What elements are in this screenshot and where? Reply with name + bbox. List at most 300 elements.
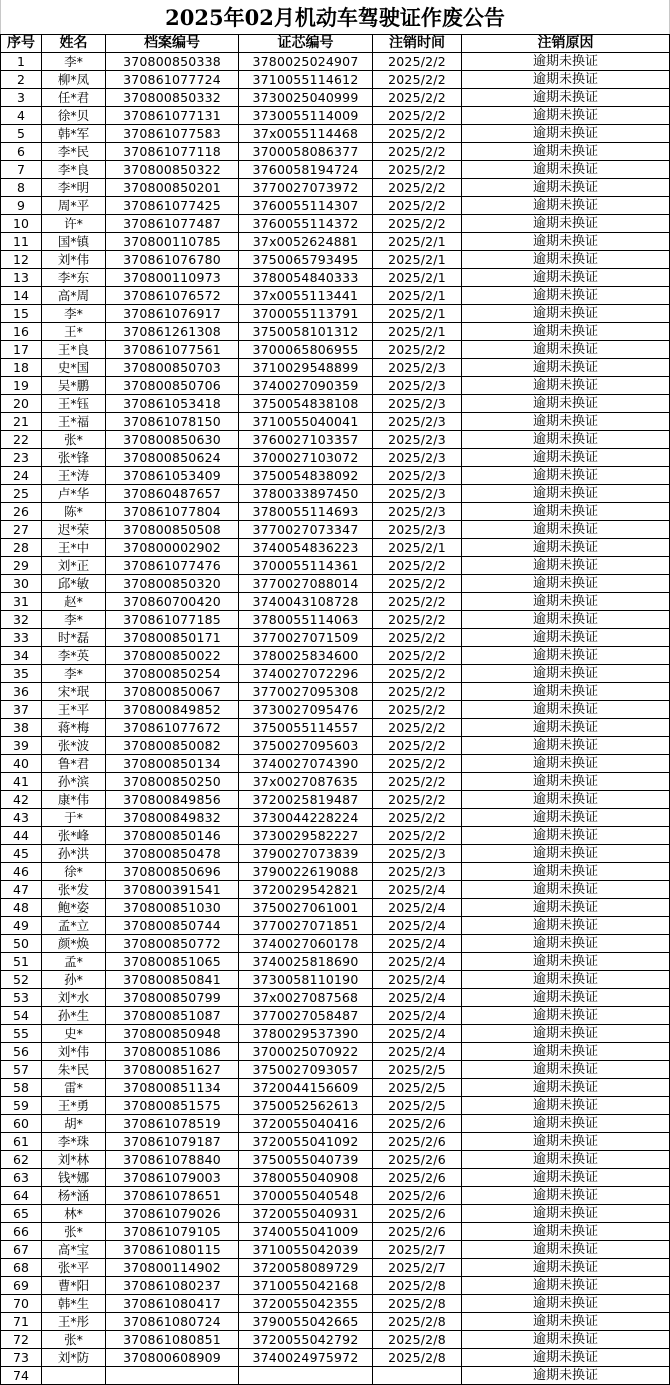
cell-serial: 23 bbox=[1, 449, 42, 467]
cell-chip-number: 3700065806955 bbox=[239, 341, 373, 359]
cell-cancel-date: 2025/2/2 bbox=[373, 683, 462, 701]
cell-cancel-reason: 逾期未换证 bbox=[462, 1331, 670, 1349]
cell-name bbox=[42, 1367, 106, 1385]
cell-file-number: 370800391541 bbox=[106, 881, 239, 899]
cell-cancel-date: 2025/2/2 bbox=[373, 143, 462, 161]
cell-cancel-reason: 逾期未换证 bbox=[462, 953, 670, 971]
table-row bbox=[1, 125, 670, 143]
cell-name: 宋*珉 bbox=[42, 683, 106, 701]
cell-file-number: 370800850478 bbox=[106, 845, 239, 863]
cell-cancel-date: 2025/2/4 bbox=[373, 881, 462, 899]
cell-serial: 70 bbox=[1, 1295, 42, 1313]
cell-chip-number bbox=[239, 1367, 373, 1385]
table-row bbox=[1, 899, 670, 917]
table-row bbox=[1, 107, 670, 125]
table-row bbox=[1, 395, 670, 413]
cell-name: 雷* bbox=[42, 1079, 106, 1097]
cell-name: 吴*鹏 bbox=[42, 377, 106, 395]
table-row bbox=[1, 71, 670, 89]
cell-name: 孟*立 bbox=[42, 917, 106, 935]
cell-chip-number: 3700027103072 bbox=[239, 449, 373, 467]
cell-cancel-date: 2025/2/7 bbox=[373, 1259, 462, 1277]
cell-cancel-date: 2025/2/3 bbox=[373, 449, 462, 467]
cell-serial: 4 bbox=[1, 107, 42, 125]
cell-chip-number: 3750054838108 bbox=[239, 395, 373, 413]
cell-cancel-date: 2025/2/2 bbox=[373, 575, 462, 593]
header-name: 姓名 bbox=[42, 35, 106, 53]
table-row bbox=[1, 701, 670, 719]
table-row bbox=[1, 539, 670, 557]
cell-name: 李*英 bbox=[42, 647, 106, 665]
table-row bbox=[1, 269, 670, 287]
cell-cancel-date: 2025/2/2 bbox=[373, 341, 462, 359]
cell-name: 曹*阳 bbox=[42, 1277, 106, 1295]
cell-serial: 21 bbox=[1, 413, 42, 431]
cell-serial: 36 bbox=[1, 683, 42, 701]
cell-cancel-date: 2025/2/2 bbox=[373, 755, 462, 773]
cell-serial: 9 bbox=[1, 197, 42, 215]
cell-name: 史* bbox=[42, 1025, 106, 1043]
cell-chip-number: 3740043108728 bbox=[239, 593, 373, 611]
cell-serial: 30 bbox=[1, 575, 42, 593]
cell-cancel-date: 2025/2/1 bbox=[373, 287, 462, 305]
cell-chip-number: 3720055041092 bbox=[239, 1133, 373, 1151]
cell-cancel-reason: 逾期未换证 bbox=[462, 359, 670, 377]
cell-cancel-date: 2025/2/6 bbox=[373, 1169, 462, 1187]
cell-cancel-date: 2025/2/2 bbox=[373, 593, 462, 611]
cell-cancel-reason: 逾期未换证 bbox=[462, 899, 670, 917]
cell-serial: 57 bbox=[1, 1061, 42, 1079]
cell-cancel-reason: 逾期未换证 bbox=[462, 1079, 670, 1097]
table-row bbox=[1, 1133, 670, 1151]
cell-chip-number: 37x0052624881 bbox=[239, 233, 373, 251]
table-row bbox=[1, 683, 670, 701]
table-row bbox=[1, 467, 670, 485]
cell-file-number: 370861079026 bbox=[106, 1205, 239, 1223]
table-row bbox=[1, 629, 670, 647]
table-row bbox=[1, 305, 670, 323]
table-row bbox=[1, 1331, 670, 1349]
cell-file-number: 370800851134 bbox=[106, 1079, 239, 1097]
cell-cancel-date: 2025/2/1 bbox=[373, 539, 462, 557]
cell-cancel-date: 2025/2/2 bbox=[373, 701, 462, 719]
cell-cancel-reason: 逾期未换证 bbox=[462, 647, 670, 665]
cell-serial: 42 bbox=[1, 791, 42, 809]
cell-cancel-reason: 逾期未换证 bbox=[462, 1295, 670, 1313]
table-row bbox=[1, 1151, 670, 1169]
cell-cancel-reason: 逾期未换证 bbox=[462, 557, 670, 575]
cell-cancel-reason: 逾期未换证 bbox=[462, 1007, 670, 1025]
cell-cancel-date: 2025/2/3 bbox=[373, 845, 462, 863]
cell-chip-number: 3780055114063 bbox=[239, 611, 373, 629]
table-row bbox=[1, 1007, 670, 1025]
cell-chip-number: 3780029537390 bbox=[239, 1025, 373, 1043]
header-serial: 序号 bbox=[1, 35, 42, 53]
header-cancel-reason: 注销原因 bbox=[462, 35, 670, 53]
cell-file-number: 370861077118 bbox=[106, 143, 239, 161]
cell-chip-number: 3740027074390 bbox=[239, 755, 373, 773]
cell-file-number: 370800850171 bbox=[106, 629, 239, 647]
cell-cancel-date: 2025/2/8 bbox=[373, 1331, 462, 1349]
cell-file-number: 370800850841 bbox=[106, 971, 239, 989]
cell-chip-number: 3700055113791 bbox=[239, 305, 373, 323]
table-row bbox=[1, 341, 670, 359]
table-row bbox=[1, 989, 670, 1007]
cell-file-number: 370800851030 bbox=[106, 899, 239, 917]
cell-serial: 14 bbox=[1, 287, 42, 305]
cell-serial: 34 bbox=[1, 647, 42, 665]
cell-cancel-reason: 逾期未换证 bbox=[462, 737, 670, 755]
table-row bbox=[1, 575, 670, 593]
cell-chip-number: 3770027088014 bbox=[239, 575, 373, 593]
cell-cancel-reason: 逾期未换证 bbox=[462, 125, 670, 143]
cell-file-number: 370800851065 bbox=[106, 953, 239, 971]
cell-chip-number: 3750065793495 bbox=[239, 251, 373, 269]
cell-chip-number: 3730027095476 bbox=[239, 701, 373, 719]
cell-cancel-reason: 逾期未换证 bbox=[462, 413, 670, 431]
cell-file-number: 370861053418 bbox=[106, 395, 239, 413]
cell-serial: 72 bbox=[1, 1331, 42, 1349]
cell-file-number: 370800851086 bbox=[106, 1043, 239, 1061]
cell-serial: 32 bbox=[1, 611, 42, 629]
cell-cancel-date: 2025/2/1 bbox=[373, 251, 462, 269]
cell-cancel-reason: 逾期未换证 bbox=[462, 323, 670, 341]
cell-cancel-reason: 逾期未换证 bbox=[462, 719, 670, 737]
cell-cancel-date: 2025/2/2 bbox=[373, 665, 462, 683]
cell-cancel-date: 2025/2/2 bbox=[373, 107, 462, 125]
table-row bbox=[1, 287, 670, 305]
cell-serial: 52 bbox=[1, 971, 42, 989]
cell-serial: 12 bbox=[1, 251, 42, 269]
cell-name: 张*波 bbox=[42, 737, 106, 755]
cell-cancel-date: 2025/2/2 bbox=[373, 737, 462, 755]
cell-name: 刘*伟 bbox=[42, 251, 106, 269]
cell-serial: 17 bbox=[1, 341, 42, 359]
cell-chip-number: 3780025834600 bbox=[239, 647, 373, 665]
cell-cancel-reason: 逾期未换证 bbox=[462, 71, 670, 89]
cell-file-number: 370800850772 bbox=[106, 935, 239, 953]
table-row bbox=[1, 161, 670, 179]
cell-name: 国*镇 bbox=[42, 233, 106, 251]
cell-name: 孙*生 bbox=[42, 1007, 106, 1025]
cell-name: 刘*林 bbox=[42, 1151, 106, 1169]
cell-chip-number: 3770027071851 bbox=[239, 917, 373, 935]
table-row bbox=[1, 197, 670, 215]
cell-chip-number: 3750027095603 bbox=[239, 737, 373, 755]
cell-name: 高*宝 bbox=[42, 1241, 106, 1259]
cell-name: 王*涛 bbox=[42, 467, 106, 485]
cell-cancel-date: 2025/2/5 bbox=[373, 1097, 462, 1115]
cell-cancel-reason: 逾期未换证 bbox=[462, 161, 670, 179]
table-row bbox=[1, 1025, 670, 1043]
cell-chip-number: 3770027095308 bbox=[239, 683, 373, 701]
cell-serial: 69 bbox=[1, 1277, 42, 1295]
header-file-number: 档案编号 bbox=[106, 35, 239, 53]
cell-serial: 56 bbox=[1, 1043, 42, 1061]
cell-serial: 53 bbox=[1, 989, 42, 1007]
cell-cancel-date: 2025/2/3 bbox=[373, 467, 462, 485]
cell-cancel-date: 2025/2/5 bbox=[373, 1061, 462, 1079]
cell-file-number: 370861079105 bbox=[106, 1223, 239, 1241]
cell-cancel-reason: 逾期未换证 bbox=[462, 791, 670, 809]
cell-serial: 71 bbox=[1, 1313, 42, 1331]
cell-cancel-reason: 逾期未换证 bbox=[462, 197, 670, 215]
cell-chip-number: 3710055042039 bbox=[239, 1241, 373, 1259]
cell-cancel-reason: 逾期未换证 bbox=[462, 521, 670, 539]
table-row bbox=[1, 485, 670, 503]
cell-chip-number: 3750054838092 bbox=[239, 467, 373, 485]
cell-chip-number: 3720055040416 bbox=[239, 1115, 373, 1133]
cell-cancel-date: 2025/2/6 bbox=[373, 1205, 462, 1223]
cell-chip-number: 3750058101312 bbox=[239, 323, 373, 341]
cell-cancel-reason: 逾期未换证 bbox=[462, 971, 670, 989]
cell-serial: 8 bbox=[1, 179, 42, 197]
cell-serial: 15 bbox=[1, 305, 42, 323]
cell-chip-number: 3750055114557 bbox=[239, 719, 373, 737]
cell-file-number: 370861080237 bbox=[106, 1277, 239, 1295]
cell-file-number bbox=[106, 1367, 239, 1385]
cell-file-number: 370861077487 bbox=[106, 215, 239, 233]
cell-name: 高*周 bbox=[42, 287, 106, 305]
table-row bbox=[1, 179, 670, 197]
cell-name: 李*明 bbox=[42, 179, 106, 197]
cell-chip-number: 3750027093057 bbox=[239, 1061, 373, 1079]
cell-cancel-date: 2025/2/4 bbox=[373, 953, 462, 971]
table-row bbox=[1, 89, 670, 107]
cell-cancel-reason: 逾期未换证 bbox=[462, 503, 670, 521]
cell-cancel-date: 2025/2/3 bbox=[373, 863, 462, 881]
table-row bbox=[1, 719, 670, 737]
cell-serial: 7 bbox=[1, 161, 42, 179]
cell-cancel-date: 2025/2/6 bbox=[373, 1115, 462, 1133]
cell-cancel-date: 2025/2/2 bbox=[373, 629, 462, 647]
table-row bbox=[1, 611, 670, 629]
cell-serial: 55 bbox=[1, 1025, 42, 1043]
cell-file-number: 370861078651 bbox=[106, 1187, 239, 1205]
cell-chip-number: 3700025070922 bbox=[239, 1043, 373, 1061]
cell-file-number: 370800110785 bbox=[106, 233, 239, 251]
cell-chip-number: 3770027058487 bbox=[239, 1007, 373, 1025]
table-row bbox=[1, 1169, 670, 1187]
cell-serial: 63 bbox=[1, 1169, 42, 1187]
cell-chip-number: 3710055042168 bbox=[239, 1277, 373, 1295]
cell-chip-number: 3700055114361 bbox=[239, 557, 373, 575]
cell-cancel-reason: 逾期未换证 bbox=[462, 665, 670, 683]
cell-file-number: 370861078150 bbox=[106, 413, 239, 431]
cell-serial: 59 bbox=[1, 1097, 42, 1115]
cell-cancel-date: 2025/2/3 bbox=[373, 431, 462, 449]
cell-file-number: 370800002902 bbox=[106, 539, 239, 557]
cell-name: 李*民 bbox=[42, 143, 106, 161]
cell-cancel-reason: 逾期未换证 bbox=[462, 215, 670, 233]
cell-name: 邱*敏 bbox=[42, 575, 106, 593]
cell-chip-number: 3740027090359 bbox=[239, 377, 373, 395]
cell-cancel-date: 2025/2/4 bbox=[373, 1007, 462, 1025]
cell-serial: 67 bbox=[1, 1241, 42, 1259]
cell-cancel-reason: 逾期未换证 bbox=[462, 989, 670, 1007]
cell-cancel-date: 2025/2/6 bbox=[373, 1151, 462, 1169]
table-row bbox=[1, 431, 670, 449]
cell-cancel-reason: 逾期未换证 bbox=[462, 1349, 670, 1367]
cell-name: 王*平 bbox=[42, 701, 106, 719]
table-row bbox=[1, 953, 670, 971]
cell-serial: 60 bbox=[1, 1115, 42, 1133]
cell-serial: 61 bbox=[1, 1133, 42, 1151]
table-row bbox=[1, 1061, 670, 1079]
cell-file-number: 370800850703 bbox=[106, 359, 239, 377]
table-header-row bbox=[1, 35, 670, 53]
cell-file-number: 370800850332 bbox=[106, 89, 239, 107]
table-row bbox=[1, 413, 670, 431]
cell-serial: 29 bbox=[1, 557, 42, 575]
table-row bbox=[1, 1223, 670, 1241]
table-row bbox=[1, 935, 670, 953]
cell-file-number: 370800850022 bbox=[106, 647, 239, 665]
cell-cancel-reason: 逾期未换证 bbox=[462, 1313, 670, 1331]
cell-file-number: 370861077672 bbox=[106, 719, 239, 737]
cell-file-number: 370861076572 bbox=[106, 287, 239, 305]
table-row bbox=[1, 917, 670, 935]
cell-name: 王*良 bbox=[42, 341, 106, 359]
cell-cancel-reason: 逾期未换证 bbox=[462, 377, 670, 395]
cell-serial: 38 bbox=[1, 719, 42, 737]
cell-serial: 2 bbox=[1, 71, 42, 89]
cell-file-number: 370800851575 bbox=[106, 1097, 239, 1115]
table-row bbox=[1, 755, 670, 773]
cell-cancel-date: 2025/2/2 bbox=[373, 179, 462, 197]
cell-name: 张*发 bbox=[42, 881, 106, 899]
cell-chip-number: 3780055114693 bbox=[239, 503, 373, 521]
cell-cancel-date: 2025/2/2 bbox=[373, 557, 462, 575]
cell-file-number: 370861053409 bbox=[106, 467, 239, 485]
cell-name: 迟*荣 bbox=[42, 521, 106, 539]
cell-file-number: 370860487657 bbox=[106, 485, 239, 503]
cell-serial: 65 bbox=[1, 1205, 42, 1223]
cell-cancel-reason: 逾期未换证 bbox=[462, 1205, 670, 1223]
cell-serial: 24 bbox=[1, 467, 42, 485]
cell-name: 史*国 bbox=[42, 359, 106, 377]
cell-cancel-date: 2025/2/1 bbox=[373, 269, 462, 287]
cell-name: 李*良 bbox=[42, 161, 106, 179]
table-row bbox=[1, 251, 670, 269]
cell-chip-number: 3760027103357 bbox=[239, 431, 373, 449]
cell-serial: 48 bbox=[1, 899, 42, 917]
table-row bbox=[1, 881, 670, 899]
cell-name: 王*中 bbox=[42, 539, 106, 557]
cell-cancel-reason: 逾期未换证 bbox=[462, 107, 670, 125]
cell-cancel-reason: 逾期未换证 bbox=[462, 575, 670, 593]
cell-chip-number: 3780025024907 bbox=[239, 53, 373, 71]
cell-serial: 31 bbox=[1, 593, 42, 611]
cell-serial: 28 bbox=[1, 539, 42, 557]
cell-name: 康*伟 bbox=[42, 791, 106, 809]
cell-cancel-reason: 逾期未换证 bbox=[462, 1151, 670, 1169]
table-row bbox=[1, 359, 670, 377]
cell-serial: 16 bbox=[1, 323, 42, 341]
cell-name: 张*峰 bbox=[42, 827, 106, 845]
cell-chip-number: 3710029548899 bbox=[239, 359, 373, 377]
table-row bbox=[1, 1097, 670, 1115]
cell-chip-number: 37x0027087568 bbox=[239, 989, 373, 1007]
cell-chip-number: 3750052562613 bbox=[239, 1097, 373, 1115]
table-row bbox=[1, 1259, 670, 1277]
cell-cancel-reason: 逾期未换证 bbox=[462, 449, 670, 467]
cell-cancel-reason: 逾期未换证 bbox=[462, 395, 670, 413]
cell-chip-number: 3760058194724 bbox=[239, 161, 373, 179]
cell-cancel-reason: 逾期未换证 bbox=[462, 1025, 670, 1043]
cell-chip-number: 3750055040739 bbox=[239, 1151, 373, 1169]
cell-cancel-reason: 逾期未换证 bbox=[462, 917, 670, 935]
table-row bbox=[1, 1187, 670, 1205]
cell-serial: 20 bbox=[1, 395, 42, 413]
cell-cancel-date: 2025/2/3 bbox=[373, 413, 462, 431]
cell-cancel-date: 2025/2/3 bbox=[373, 521, 462, 539]
cell-chip-number: 3720055042792 bbox=[239, 1331, 373, 1349]
cell-cancel-date: 2025/2/3 bbox=[373, 377, 462, 395]
cell-cancel-date: 2025/2/2 bbox=[373, 773, 462, 791]
cell-name: 刘*防 bbox=[42, 1349, 106, 1367]
cell-chip-number: 3780055040908 bbox=[239, 1169, 373, 1187]
cell-serial: 3 bbox=[1, 89, 42, 107]
cell-file-number: 370861077476 bbox=[106, 557, 239, 575]
cell-chip-number: 3730025040999 bbox=[239, 89, 373, 107]
cell-serial: 46 bbox=[1, 863, 42, 881]
cell-name: 王*福 bbox=[42, 413, 106, 431]
cell-serial: 22 bbox=[1, 431, 42, 449]
cell-cancel-date: 2025/2/2 bbox=[373, 89, 462, 107]
cell-chip-number: 3720055042355 bbox=[239, 1295, 373, 1313]
cell-name: 赵* bbox=[42, 593, 106, 611]
cell-cancel-date: 2025/2/1 bbox=[373, 305, 462, 323]
cell-file-number: 370800850744 bbox=[106, 917, 239, 935]
cell-serial: 35 bbox=[1, 665, 42, 683]
table-row bbox=[1, 863, 670, 881]
page-title: 2025年02月机动车驾驶证作废公告 bbox=[0, 0, 670, 34]
cell-cancel-date: 2025/2/8 bbox=[373, 1313, 462, 1331]
table-row bbox=[1, 53, 670, 71]
table-row bbox=[1, 215, 670, 233]
table-row bbox=[1, 845, 670, 863]
cell-file-number: 370861080724 bbox=[106, 1313, 239, 1331]
table-row bbox=[1, 773, 670, 791]
cell-chip-number: 3790022619088 bbox=[239, 863, 373, 881]
cell-cancel-date: 2025/2/2 bbox=[373, 809, 462, 827]
cell-cancel-date: 2025/2/4 bbox=[373, 989, 462, 1007]
cell-cancel-reason: 逾期未换证 bbox=[462, 233, 670, 251]
cell-file-number: 370861077561 bbox=[106, 341, 239, 359]
table-row bbox=[1, 503, 670, 521]
cell-name: 张* bbox=[42, 431, 106, 449]
table-row bbox=[1, 1079, 670, 1097]
cell-cancel-reason: 逾期未换证 bbox=[462, 755, 670, 773]
cell-chip-number: 3710055114612 bbox=[239, 71, 373, 89]
cell-cancel-reason: 逾期未换证 bbox=[462, 809, 670, 827]
cell-name: 徐* bbox=[42, 863, 106, 881]
cell-file-number: 370861077425 bbox=[106, 197, 239, 215]
cell-name: 刘*水 bbox=[42, 989, 106, 1007]
cell-serial: 26 bbox=[1, 503, 42, 521]
cell-cancel-date: 2025/2/2 bbox=[373, 215, 462, 233]
cell-file-number: 370800850799 bbox=[106, 989, 239, 1007]
cell-cancel-reason: 逾期未换证 bbox=[462, 1061, 670, 1079]
cell-name: 李* bbox=[42, 611, 106, 629]
table-row bbox=[1, 1115, 670, 1133]
cell-name: 张* bbox=[42, 1331, 106, 1349]
cell-chip-number: 3740027060178 bbox=[239, 935, 373, 953]
cell-chip-number: 3730029582227 bbox=[239, 827, 373, 845]
cell-chip-number: 3760055114307 bbox=[239, 197, 373, 215]
cell-file-number: 370861080851 bbox=[106, 1331, 239, 1349]
